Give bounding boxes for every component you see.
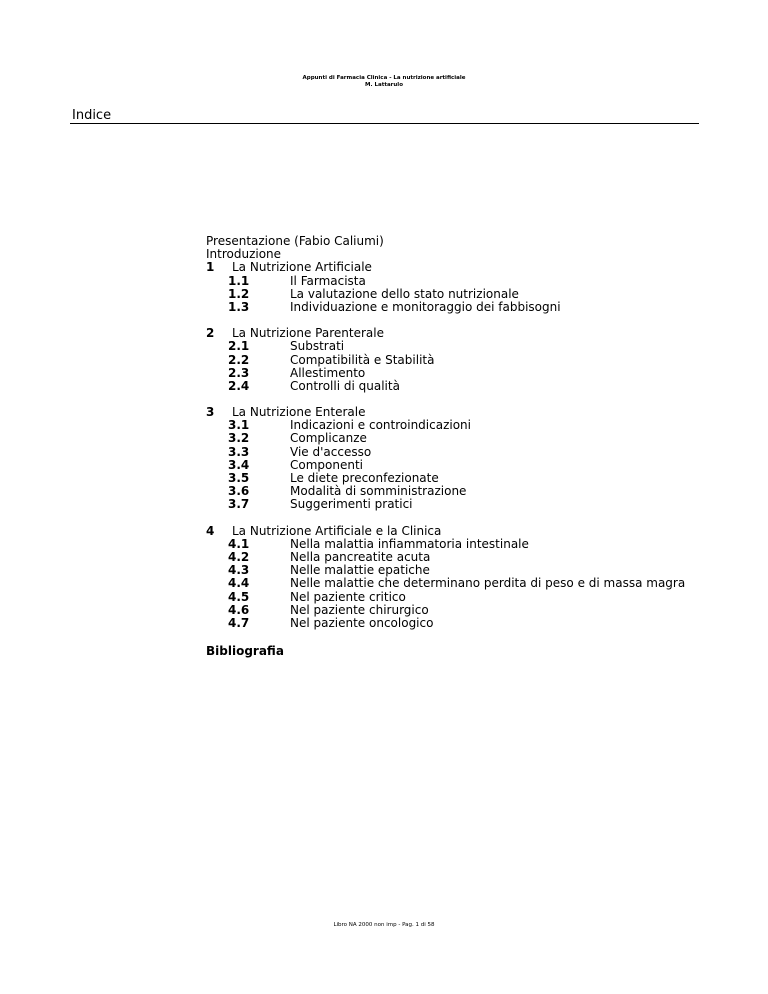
subsection-number: 4.5	[228, 589, 250, 604]
subsection-title: Indicazioni e controindicazioni	[290, 418, 471, 433]
subsection-number: 1.3	[228, 299, 250, 314]
subsection-title: Nelle malattie che determinano perdita di peso e di massa magra	[290, 576, 686, 591]
subsection-number: 3.3	[228, 444, 250, 459]
subsection-title: Vie d'accesso	[290, 444, 372, 459]
subsection-number: 3.7	[228, 497, 250, 512]
toc-subsection	[206, 604, 685, 617]
chapter-number: 1	[206, 260, 215, 275]
subsection-number: 2.1	[228, 339, 250, 354]
toc-subsection	[206, 380, 685, 393]
chapter-number: 3	[206, 405, 215, 420]
subsection-title: Nel paziente oncologico	[290, 615, 434, 630]
subsection-title: Individuazione e monitoraggio dei fabbisogni	[290, 299, 561, 314]
toc-subsection	[206, 617, 685, 630]
subsection-title: Componenti	[290, 457, 364, 472]
subsection-number: 1.2	[228, 286, 250, 301]
subsection-title: Suggerimenti pratici	[290, 497, 413, 512]
subsection-number: 2.4	[228, 378, 250, 393]
subsection-title: Modalità di somministrazione	[290, 484, 467, 499]
subsection-number: 3.6	[228, 484, 250, 499]
subsection-number: 3.1	[228, 418, 250, 433]
subsection-number: 4.3	[228, 563, 250, 578]
subsection-title: Allestimento	[290, 365, 366, 380]
toc-subsection	[206, 340, 685, 353]
toc-subsection	[206, 354, 685, 367]
toc-subsection	[206, 485, 685, 498]
subsection-title: Nella malattia infiammatoria intestinale	[290, 536, 529, 551]
toc-subsection	[206, 459, 685, 472]
subsection-number: 4.1	[228, 536, 250, 551]
subsection-number: 4.7	[228, 615, 250, 630]
subsection-number: 4.2	[228, 549, 250, 564]
subsection-number: 4.4	[228, 576, 250, 591]
table-of-contents	[206, 235, 685, 658]
toc-subsection	[206, 432, 685, 445]
subsection-number: 1.1	[228, 273, 250, 288]
subsection-title: Controlli di qualità	[290, 378, 400, 393]
page-footer: Libro NA 2000 non imp - Pag. 1 di 58	[333, 922, 435, 928]
toc-subsection	[206, 591, 685, 604]
toc-subsection	[206, 367, 685, 380]
section-title: Indice	[72, 108, 112, 123]
subsection-title: Le diete preconfezionate	[290, 471, 439, 485]
chapter-number: 2	[206, 326, 215, 341]
toc-subsection	[206, 301, 685, 314]
subsection-title: Substrati	[290, 339, 345, 354]
subsection-number: 2.3	[228, 365, 250, 380]
chapter-title: La Nutrizione Artificiale e la Clinica	[232, 523, 442, 538]
toc-subsection	[206, 419, 685, 432]
subsection-title: Nelle malattie epatiche	[290, 563, 430, 578]
chapter-title: La Nutrizione Artificiale	[232, 260, 372, 275]
subsection-number: 3.2	[228, 431, 250, 446]
subsection-number: 3.4	[228, 457, 250, 472]
chapter-title: La Nutrizione Parenterale	[232, 326, 384, 341]
toc-subsection	[206, 446, 685, 459]
toc-subsection	[206, 577, 685, 590]
subsection-number: 4.6	[228, 602, 250, 617]
subsection-number: 3.5	[228, 471, 250, 485]
subsection-title: Il Farmacista	[290, 273, 366, 288]
toc-chapter	[206, 327, 685, 340]
subsection-title: La valutazione dello stato nutrizionale	[290, 286, 519, 301]
subsection-title: Nel paziente critico	[290, 589, 406, 604]
subsection-title: Complicanze	[290, 431, 367, 446]
toc-bibliography: Bibliografia	[206, 644, 284, 659]
chapter-number: 4	[206, 523, 215, 538]
header-author: M. Lattarulo	[365, 82, 403, 88]
toc-chapter	[206, 261, 685, 274]
toc-subsection	[206, 538, 685, 551]
toc-subsection	[206, 498, 685, 511]
toc-subsection	[206, 551, 685, 564]
subsection-title: Compatibilità e Stabilità	[290, 352, 435, 367]
section-divider	[70, 123, 699, 124]
page-header	[0, 75, 768, 89]
header-title: Appunti di Farmacia Clinica - La nutrizione artificiale	[302, 75, 466, 81]
subsection-title: Nel paziente chirurgico	[290, 602, 429, 617]
toc-front-item: Presentazione (Fabio Caliumi)	[206, 234, 384, 248]
subsection-title: Nella pancreatite acuta	[290, 549, 431, 564]
toc-front-item: Introduzione	[206, 247, 282, 262]
chapter-title: La Nutrizione Enterale	[232, 405, 366, 420]
subsection-number: 2.2	[228, 352, 250, 367]
